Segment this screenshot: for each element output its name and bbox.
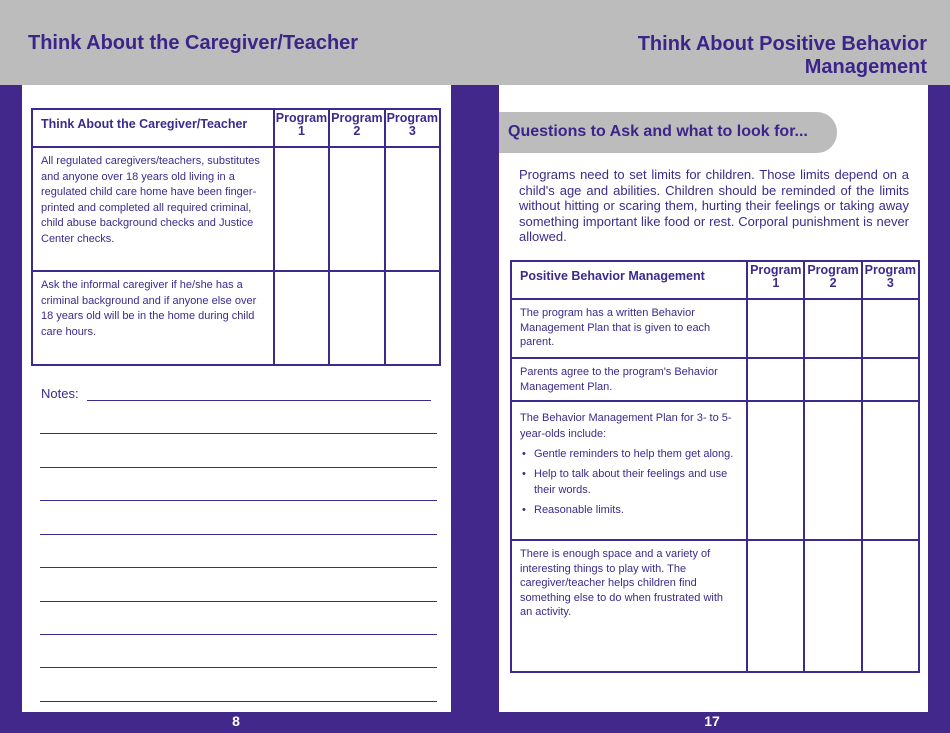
checkbox-cell[interactable]: [804, 358, 861, 401]
notes-line[interactable]: [40, 500, 437, 501]
checkbox-cell[interactable]: [274, 147, 329, 271]
checkbox-cell[interactable]: [385, 271, 440, 365]
checkbox-cell[interactable]: [862, 358, 919, 401]
checkbox-cell[interactable]: [747, 299, 804, 358]
checkbox-cell[interactable]: [747, 358, 804, 401]
row-text: The program has a written Behavior Management Plan that is given to each parent.: [511, 299, 747, 358]
checkbox-cell[interactable]: [862, 540, 919, 672]
page-number-right: 17: [704, 713, 720, 729]
column-header: Program 1: [747, 261, 804, 299]
checkbox-cell[interactable]: [329, 147, 384, 271]
intro-paragraph: Programs need to set limits for children. Those limits depend on a child's age and abilities. Children should be reminded of the limits without hitting or scaring them, hurting their feelings or taking away something important like food or rest. Corporal punishment is never allowed.: [519, 167, 909, 245]
notes-line[interactable]: [40, 433, 437, 434]
right-page-header: [507, 33, 927, 79]
notes-label: Notes:: [41, 386, 79, 401]
row-text: The Behavior Management Plan for 3- to 5-year-olds include:: [520, 412, 732, 440]
notes-line[interactable]: [87, 400, 431, 401]
caregiver-checklist-table: [31, 108, 441, 366]
column-header: Program 1: [274, 109, 329, 147]
behavior-checklist-table: [510, 260, 920, 673]
column-header: Program 2: [329, 109, 384, 147]
section-title-banner: [499, 112, 837, 153]
column-header: Program 3: [385, 109, 440, 147]
right-header-line-1: Think About Positive Behavior: [637, 33, 927, 55]
table-row: [511, 299, 919, 358]
checkbox-cell[interactable]: [385, 147, 440, 271]
checkbox-cell[interactable]: [804, 299, 861, 358]
table-row: [511, 358, 919, 401]
column-header: Program 3: [862, 261, 919, 299]
checkbox-cell[interactable]: [862, 401, 919, 540]
row-text: There is enough space and a variety of interesting things to play with. The caregiver/teacher helps children find something else to do when frustrated with an activity.: [511, 540, 747, 672]
checkbox-cell[interactable]: [747, 540, 804, 672]
list-item: • Reasonable limits.: [520, 502, 738, 518]
page-number-left: 8: [232, 713, 240, 729]
checkbox-cell[interactable]: [804, 401, 861, 540]
checkbox-cell[interactable]: [862, 299, 919, 358]
notes-line[interactable]: [40, 634, 437, 635]
bullet-list: [520, 446, 738, 518]
checkbox-cell[interactable]: [329, 271, 384, 365]
list-item: • Help to talk about their feelings and use their words.: [520, 466, 738, 498]
checkbox-cell[interactable]: [274, 271, 329, 365]
notes-line[interactable]: [40, 567, 437, 568]
row-text: All regulated caregivers/teachers, substitutes and anyone over 18 years old living in a regulated child care home have been finger-printed and completed all required criminal, child abuse background checks and Justice Center checks.: [32, 147, 274, 271]
notes-line[interactable]: [40, 467, 437, 468]
checkbox-cell[interactable]: [747, 401, 804, 540]
table-row: [511, 540, 919, 672]
notes-line[interactable]: [40, 701, 437, 702]
column-header: Think About the Caregiver/Teacher: [32, 109, 274, 147]
column-header: Program 2: [804, 261, 861, 299]
table-row: [32, 271, 440, 365]
row-text: Parents agree to the program's Behavior Management Plan.: [511, 358, 747, 401]
notes-line[interactable]: [40, 667, 437, 668]
list-item: • Gentle reminders to help them get along.: [520, 446, 738, 462]
row-text-with-list: [511, 401, 747, 540]
right-header-line-2: Management: [804, 56, 927, 78]
table-row: [32, 147, 440, 271]
notes-line[interactable]: [40, 601, 437, 602]
row-text: Ask the informal caregiver if he/she has a criminal background and if anyone else over 18 years old will be in the home during child care hours.: [32, 271, 274, 365]
section-title: Questions to Ask and what to look for...: [508, 123, 808, 140]
notes-line[interactable]: [40, 534, 437, 535]
table-row: [511, 401, 919, 540]
left-page-header: Think About the Caregiver/Teacher: [28, 32, 359, 54]
column-header: Positive Behavior Management: [511, 261, 747, 299]
checkbox-cell[interactable]: [804, 540, 861, 672]
